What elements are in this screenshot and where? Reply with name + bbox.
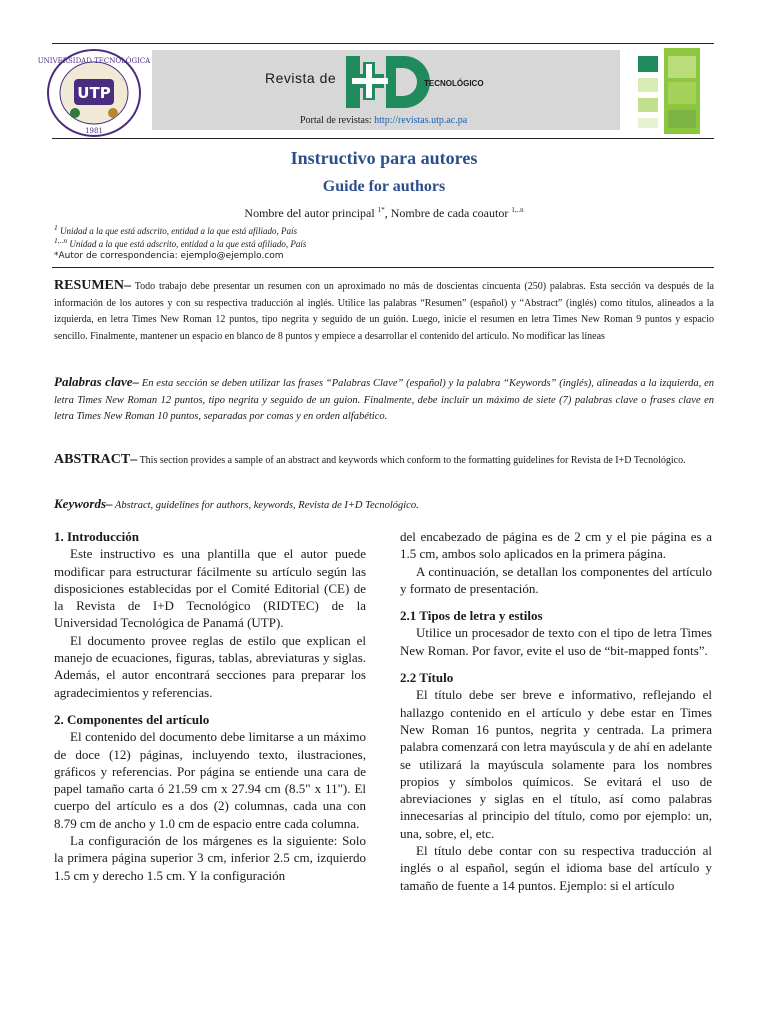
portal-line — [300, 115, 467, 126]
keywords-block — [54, 496, 714, 515]
coauthor-sup: 1,..n — [511, 206, 524, 214]
componentes-paragraph-1: El contenido del documento debe limitarse a un máximo de doce (12) páginas, incluyendo texto, ilustraciones, gráficos y referencias. Por página se entiende una cara de papel tamaño carta ó 21.59 cm x 27.94 cm (8.5" x 11"). El cuerpo del artículo es a dos (2) columnas, cada una con 8.79 cm de ancho y 1.0 cm de espacio entre cada columna. — [54, 729, 366, 831]
left-column — [54, 528, 366, 884]
svg-text:UNIVERSIDAD TECNOLÓGICA: UNIVERSIDAD TECNOLÓGICA — [37, 57, 151, 65]
abstract-label: ABSTRACT– — [54, 452, 138, 467]
componentes-paragraph-2: La configuración de los márgenes es la siguiente: Solo la primera página superior 3 cm, inferior 2.5 cm, izquierdo 1.5 cm y derecho 1.5 cm. Y la configuración — [54, 833, 366, 883]
heading-introduccion: 1. Introducción — [54, 529, 139, 544]
titulo-paragraph-2: El título debe contar con su respectiva traducción al inglés o al español, según el idioma base del artículo y tamaño de fuente a 14 puntos. Ejemplo: si el artículo — [400, 843, 712, 893]
title-spanish: Instructivo para autores — [290, 148, 478, 168]
journal-cover-logo — [634, 48, 700, 134]
main-author-sup: 1* — [377, 206, 385, 214]
palabras-clave-label: Palabras clave– — [54, 374, 140, 389]
keywords-label: Keywords– — [54, 496, 113, 511]
intro-paragraph-1: Este instructivo es una plantilla que el autor puede modificar para estructurar fácilmente su artículo según las disposiciones establecidas por el Comité Editorial (CE) de la Revista de I+D Tecnológico (RIDTEC) de la Universidad Tecnológica de Panamá (UTP). — [54, 546, 366, 631]
coauthors: , Nombre de cada coautor — [384, 206, 509, 220]
i-plus-d-logo — [346, 52, 426, 112]
affiliation-2-text: Unidad a la que está adscrito, entidad a la que está afiliado, País — [67, 239, 307, 249]
continued-paragraph: del encabezado de página es de 2 cm y el pie página es a 1.5 cm, ambos solo aplicados en la primera página. — [400, 529, 712, 562]
svg-text:1981: 1981 — [85, 127, 103, 135]
portal-label: Portal de revistas: — [300, 115, 372, 126]
header-bottom-rule — [52, 138, 714, 139]
journal-name-word: TECNOLÓGICO — [424, 79, 484, 88]
header-top-rule — [52, 43, 714, 44]
resumen-label: RESUMEN– — [54, 278, 132, 293]
tipos-letra-paragraph: Utilice un procesador de texto con el tipo de letra Times New Roman. Por favor, evite el uso de “bit-mapped fonts”. — [400, 625, 712, 658]
resumen-text: Todo trabajo debe presentar un resumen con un aproximado no más de doscientas cincuenta (250) palabras. Esta sección va después de la información de los autores y con su respectiva traducción al inglés. Utilice las palabras “Resumen” (español) y “Abstract” (inglés) como títulos, alineados a la izquierda, en letra Times New Roman 12 puntos, tipo negrita y seguido de un guión. Luego, inicie el resumen en letra Times New Roman 9 puntos y espacio sencillo. Finalmente, mantener un espacio en blanco de 8 puntos y empiece a desarrollar el contenido del artículo. No modificar las líneas — [54, 281, 714, 342]
abstract-block — [54, 452, 714, 470]
affiliation-1 — [54, 223, 297, 236]
authors-line — [0, 206, 768, 221]
university-seal-logo — [37, 47, 151, 139]
affiliation-2-sup: 1,..n — [54, 236, 68, 245]
palabras-clave-block — [54, 374, 714, 426]
palabras-clave-text: En esta sección se deben utilizar las frases “Palabras Clave” (español) y la palabra “Keywords” (inglés), alineadas a la izquierda, en letra Times New Roman 12 puntos, tipo negrita y seguido de un guion. Finalmente, debe incluir un máximo de siete (7) palabras clave o frases clave en letra Times New Roman 10 puntos, separadas por comas y en orden alfabético. — [54, 378, 714, 422]
main-author: Nombre del autor principal — [244, 206, 375, 220]
journal-name-prefix: Revista de — [265, 70, 337, 86]
section-rule — [52, 267, 714, 268]
keywords-text: Abstract, guidelines for authors, keywords, Revista de I+D Tecnológico. — [112, 500, 419, 511]
correspondence-line: *Autor de correspondencia: ejemplo@ejemplo.com — [54, 251, 284, 261]
abstract-text: This section provides a sample of an abstract and keywords which conform to the formatting guidelines for Revista de I+D Tecnológico. — [137, 455, 686, 466]
heading-tipos-letra: 2.1 Tipos de letra y estilos — [400, 608, 543, 624]
intro-paragraph-2: El documento provee reglas de estilo que explican el manejo de ecuaciones, figuras, tablas, abreviaturas y siglas. Además, el autor encontrará secciones para preparar los agradecimientos y referencias. — [54, 632, 366, 700]
portal-link[interactable]: http://revistas.utp.ac.pa — [374, 115, 468, 126]
right-column — [400, 528, 712, 894]
resumen-block — [54, 278, 714, 345]
titulo-paragraph-1: El título debe ser breve e informativo, reflejando el hallazgo contenido en el artículo y debe estar en Times New Roman 16 puntos, negrita y centrada. La primera palabra comenzará con letra mayúscula y de ahí en adelante se utilizará la mayúscula solamente para los nombres propios y símbolos químicos. Se evitará el uso de abreviaciones y siglas en el título, así como palabras innecesarias al principio del título, como por ejemplo: un, una, sobre, el, etc. — [400, 687, 712, 841]
svg-text:UTP: UTP — [77, 84, 111, 102]
continuacion-paragraph: A continuación, se detallan los componentes del artículo y formato de presentación. — [400, 563, 712, 596]
affiliation-1-text: Unidad a la que está adscrito, entidad a la que está afiliado, País — [57, 226, 297, 236]
affiliation-1-sup: 1 — [54, 223, 58, 232]
title-english: Guide for authors — [322, 178, 446, 195]
heading-titulo: 2.2 Título — [400, 670, 454, 686]
heading-componentes: 2. Componentes del artículo — [54, 711, 210, 727]
affiliation-2 — [54, 236, 306, 249]
